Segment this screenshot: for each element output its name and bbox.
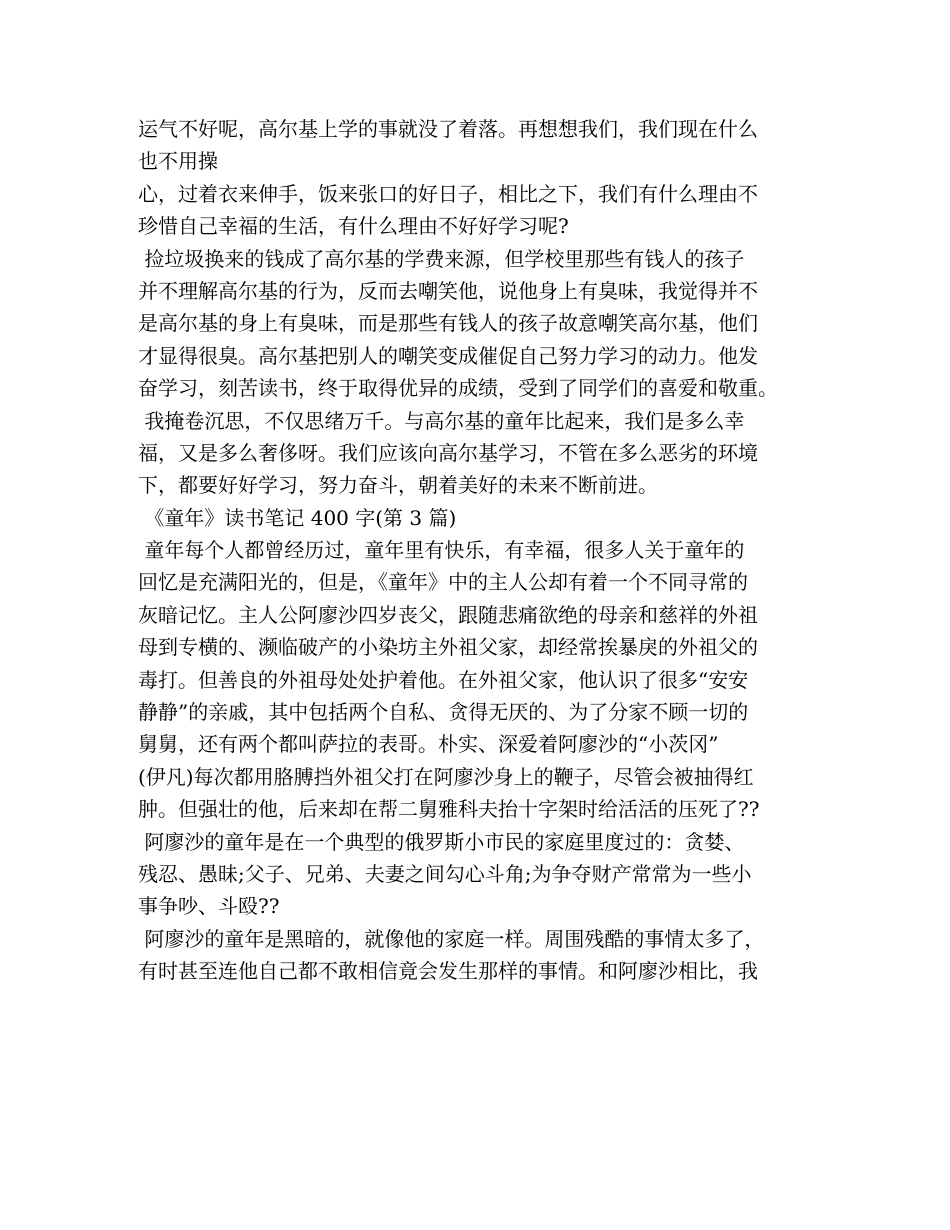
text-line: 舅舅，还有两个都叫萨拉的表哥。朴实、深爱着阿廖沙的“小茨冈” [138,732,719,757]
text-line: 阿廖沙的童年是在一个典型的俄罗斯小市民的家庭里度过的：贪婪、 [138,829,745,854]
text-line: 静静”的亲戚，其中包括两个自私、贪得无厌的、为了分家不顾一切的 [138,700,749,725]
text-line: (伊凡)每次都用胳膊挡外祖父打在阿廖沙身上的鞭子，尽管会被抽得红 [138,764,754,789]
text-line: 事争吵、斗殴?? [138,894,280,919]
text-line: 我掩卷沉思，不仅思绪万千。与高尔基的童年比起来，我们是多么幸 [138,408,745,433]
text-line: 心，过着衣来伸手，饭来张口的好日子，相比之下，我们有什么理由不 [138,181,758,206]
text-line: 回忆是充满阳光的，但是，《童年》中的主人公却有着一个不同寻常的 [138,570,748,595]
text-line: 有时甚至连他自己都不敢相信竟会发生那样的事情。和阿廖沙相比，我 [138,959,758,984]
text-line: 才显得很臭。高尔基把别人的嘲笑变成催促自己努力学习的动力。他发 [138,343,758,368]
text-line: 福，又是多么奢侈呀。我们应该向高尔基学习，不管在多么恶劣的环境 [138,440,758,465]
body-text [138,113,828,988]
text-line: 珍惜自己幸福的生活，有什么理由不好好学习呢? [138,214,569,239]
text-line: 并不理解高尔基的行为，反而去嘲笑他，说他身上有臭味，我觉得并不 [138,278,758,303]
text-line: 残忍、愚昧;父子、兄弟、夫妻之间勾心斗角;为争夺财产常常为一些小 [138,861,752,886]
text-line: 捡垃圾换来的钱成了高尔基的学费来源，但学校里那些有钱人的孩子 [138,246,745,271]
text-line: 母到专横的、濒临破产的小染坊主外祖父家，却经常挨暴戾的外祖父的 [138,635,758,660]
text-line: 灰暗记忆。主人公阿廖沙四岁丧父，跟随悲痛欲绝的母亲和慈祥的外祖 [138,602,758,627]
text-line: 阿廖沙的童年是黑暗的，就像他的家庭一样。周围残酷的事情太多了， [138,926,765,951]
section-heading: 《童年》读书笔记 400 字(第 3 篇) [138,505,457,530]
text-line: 下，都要好好学习，努力奋斗，朝着美好的未来不断前进。 [138,473,658,498]
text-line: 奋学习，刻苦读书，终于取得优异的成绩，受到了同学们的喜爱和敬重。 [138,376,778,401]
text-line: 也不用操 [138,149,218,174]
text-line: 毒打。但善良的外祖母处处护着他。在外祖父家，他认识了很多“安安 [138,667,749,692]
text-line: 肿。但强壮的他，后来却在帮二舅雅科夫抬十字架时给活活的压死了?? [138,797,760,822]
text-line: 童年每个人都曾经历过，童年里有快乐，有幸福，很多人关于童年的 [138,538,745,563]
text-line: 运气不好呢，高尔基上学的事就没了着落。再想想我们，我们现在什么 [138,117,758,141]
text-line: 是高尔基的身上有臭味，而是那些有钱人的孩子故意嘲笑高尔基，他们 [138,311,758,336]
